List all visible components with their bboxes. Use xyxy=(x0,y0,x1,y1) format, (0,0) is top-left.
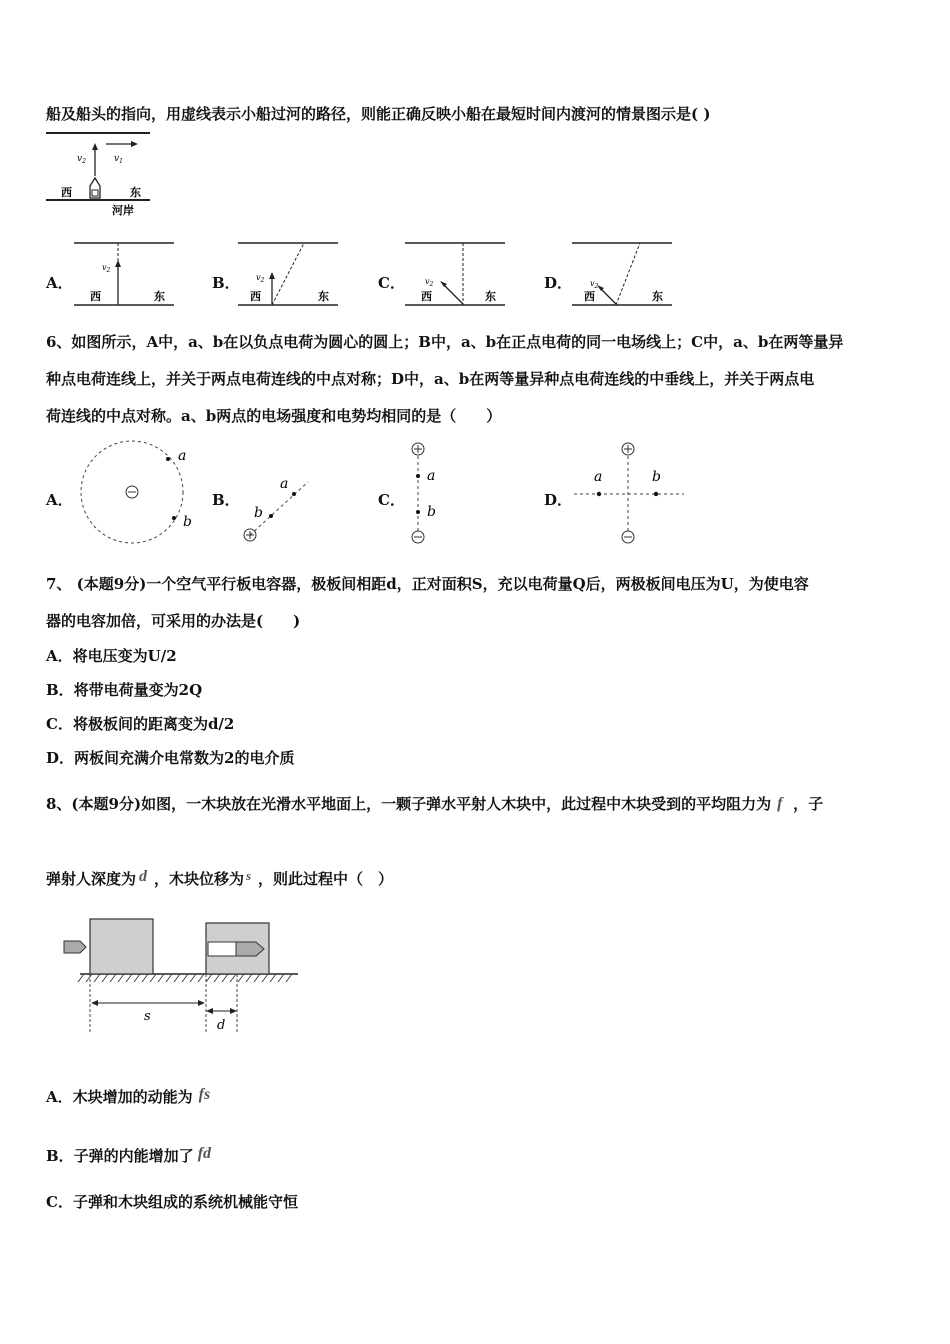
wood-block-initial xyxy=(90,919,153,974)
q8-option-a[interactable]: A．木块增加的动能为 fs xyxy=(46,1086,211,1106)
svg-text:v2: $v_2$ xyxy=(256,273,265,284)
q6-option-c-figure[interactable] xyxy=(404,440,454,546)
svg-text:东: 东 xyxy=(652,290,663,303)
q5-option-a-label[interactable]: A． xyxy=(46,274,73,292)
svg-text:a: a xyxy=(178,448,187,464)
q5-option-c-label[interactable]: C． xyxy=(378,274,405,292)
svg-text:v2: $v_2$ xyxy=(102,263,111,274)
svg-text:a: a xyxy=(594,469,603,485)
bullet-icon xyxy=(64,941,86,953)
q5-stem-tail: 船及船头的指向，用虚线表示小船过河的路径，则能正确反映小船在最短时间内渡河的情景图示是( ) xyxy=(46,105,711,123)
svg-text:东: 东 xyxy=(485,290,496,303)
q7-option-c[interactable]: C．将极板间的距离变为d/2 xyxy=(46,715,235,733)
s-label: s xyxy=(144,1009,151,1024)
q7-option-d[interactable]: D．两板间充满介电常数为2的电介质 xyxy=(46,749,295,767)
svg-text:西: 西 xyxy=(90,290,101,303)
riverbank-label: 河岸 xyxy=(112,204,134,217)
west-label: 西 xyxy=(61,186,72,199)
q7-option-b[interactable]: B．将带电荷量变为2Q xyxy=(46,681,203,699)
f-symbol: f xyxy=(777,795,783,812)
svg-text:b: b xyxy=(427,504,436,520)
svg-text:v2: $v_2$ xyxy=(590,279,599,290)
v2-label: $v_2$ xyxy=(77,154,86,165)
q8-stem-line1: 8、(本题9分)如图，一木块放在光滑水平地面上，一颗子弹水平射人木块中，此过程中木块受到的平均阻力为 f ，子 xyxy=(46,795,824,813)
east-label: 东 xyxy=(130,186,141,199)
q5-option-d-figure[interactable] xyxy=(570,238,674,310)
q5-option-d-label[interactable]: D． xyxy=(544,274,573,292)
q6-option-b-label[interactable]: B． xyxy=(212,491,240,509)
svg-text:b: b xyxy=(254,505,263,521)
q6-option-b-figure[interactable] xyxy=(238,468,318,546)
svg-text:b: b xyxy=(183,514,192,530)
q6-option-c-label[interactable]: C． xyxy=(378,491,405,509)
svg-text:西: 西 xyxy=(421,290,432,303)
fs-expression: fs xyxy=(198,1086,211,1103)
q6-stem-line3: 荷连线的中点对称。a、b两点的电场强度和电势均相同的是（ ） xyxy=(46,407,502,425)
q7-stem-line2: 器的电容加倍，可采用的办法是( ) xyxy=(46,612,301,630)
q7-stem-line1: 7、 (本题9分)一个空气平行板电容器，极板间相距d，正对面积S，充以电荷量Q后，两极板间电压为U，为使电容 xyxy=(46,575,809,593)
q7-option-a[interactable]: A．将电压变为U/2 xyxy=(46,647,177,665)
q5-option-b-figure[interactable] xyxy=(236,238,340,310)
q6-stem-line1: 6、如图所示，A中，a、b在以负点电荷为圆心的圆上；B中，a、b在正点电荷的同一电场线上；C中，a、b在两等量异 xyxy=(46,333,844,351)
q8-stem-line2: 弹射人深度为 d ，木块位移为 s ，则此过程中（ ） xyxy=(46,868,394,888)
q5-option-b-label[interactable]: B． xyxy=(212,274,240,292)
q5-main-figure xyxy=(44,128,154,220)
q6-stem-line2: 种点电荷连线上，并关于两点电荷连线的中点对称；D中，a、b在两等量异种点电荷连线的中垂线上，并关于两点电 xyxy=(46,370,815,388)
svg-text:东: 东 xyxy=(154,290,165,303)
q6-option-d-label[interactable]: D． xyxy=(544,491,573,509)
svg-text:东: 东 xyxy=(318,290,329,303)
q6-option-a-figure[interactable] xyxy=(76,436,196,548)
svg-text:西: 西 xyxy=(584,290,595,303)
q5-option-c-figure[interactable] xyxy=(403,238,507,310)
svg-text:b: b xyxy=(652,469,661,485)
svg-text:a: a xyxy=(427,468,436,484)
d-label: d xyxy=(217,1018,226,1033)
q5-option-a-figure[interactable] xyxy=(72,238,176,310)
svg-text:v2: $v_2$ xyxy=(425,277,434,288)
svg-text:a: a xyxy=(280,476,289,492)
q8-option-c[interactable]: C．子弹和木块组成的系统机械能守恒 xyxy=(46,1193,298,1211)
q6-option-a-label[interactable]: A． xyxy=(46,491,73,509)
d-symbol: d xyxy=(139,868,148,885)
v1-label: $v_1$ xyxy=(114,154,123,165)
s-symbol: s xyxy=(246,868,252,883)
svg-text:西: 西 xyxy=(250,290,261,303)
q8-bullet-block-figure xyxy=(60,913,305,1038)
fd-expression: fd xyxy=(197,1145,212,1162)
q6-option-d-figure[interactable] xyxy=(570,440,688,546)
q8-option-b[interactable]: B．子弹的内能增加了 fd xyxy=(46,1145,212,1165)
